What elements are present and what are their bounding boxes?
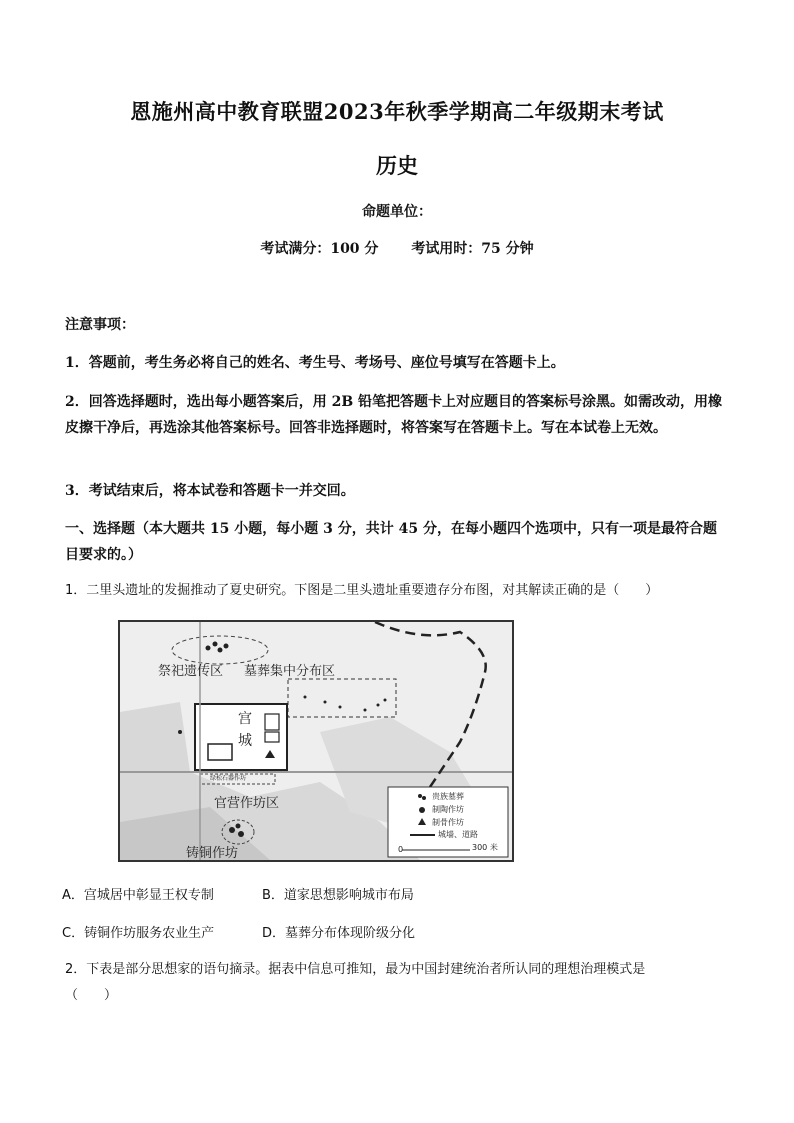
full-score: 考试满分：100 分 — [260, 241, 379, 257]
legend-scale: 300 米 — [472, 843, 498, 852]
q1-option-a: A．宫城居中彰显王权专制 — [62, 888, 214, 903]
label-workshop-area: 官营作坊区 — [214, 796, 280, 811]
q2-paren: （ ） — [65, 988, 118, 1003]
legend-bone: 制骨作坊 — [432, 818, 464, 827]
notice-item-3: 3．考试结束后，将本试卷和答题卡一并交回。 — [65, 483, 355, 499]
notice-heading: 注意事项： — [65, 317, 135, 333]
q1-stem: 1．二里头遗址的发掘推动了夏史研究。下图是二里头遗址重要遗存分布图，对其解读正确的是（ ） — [65, 583, 659, 598]
author-unit: 命题单位： — [362, 204, 432, 220]
notice-item-1: 1．答题前，考生务必将自己的姓名、考生号、考场号、座位号填写在答题卡上。 — [65, 355, 565, 371]
section1-heading: 一、选择题（本大题共 15 小题，每小题 3 分，共计 45 分，在每小题四个选项中，只有一项是最符合题目要求的。） — [65, 521, 717, 563]
duration: 考试用时：75 分钟 — [411, 241, 534, 257]
q1-option-c: C．铸铜作坊服务农业生产 — [62, 926, 215, 941]
label-palace-2: 城 — [238, 733, 252, 749]
legend-walls-roads: 城墙、道路 — [438, 830, 478, 839]
legend-elite-tombs: 贵族墓葬 — [432, 792, 464, 801]
q1-site-map — [118, 620, 514, 862]
label-tomb-area: 墓葬集中分布区 — [244, 664, 336, 679]
label-ritual-area: 祭祀遗传区 — [158, 664, 224, 679]
label-bronze-workshop: 铸铜作坊 — [186, 846, 239, 861]
legend-pottery: 制陶作坊 — [432, 805, 464, 814]
notice-item-2: 2．回答选择题时，选出每小题答案后，用 2B 铅笔把答题卡上对应题目的答案标号涂黑。如需改动，用橡皮擦干净后，再选涂其他答案标号。回答非选择题时，将答案写在答题卡上。写在本试卷上无效。 — [65, 394, 723, 436]
label-wall-note: 绿松石器作坊 — [210, 775, 247, 782]
q1-option-b: B．道家思想影响城市布局 — [262, 888, 414, 903]
q2-stem: 2．下表是部分思想家的语句摘录。据表中信息可推知，最为中国封建统治者所认同的理想治理模式是 — [65, 962, 646, 977]
legend-scale-zero: 0 — [398, 845, 404, 854]
exam-title: 恩施州高中教育联盟2023年秋季学期高二年级期末考试 — [130, 99, 664, 124]
q1-option-d: D．墓葬分布体现阶级分化 — [262, 926, 416, 941]
label-palace-1: 宫 — [238, 711, 252, 727]
exam-meta — [0, 238, 794, 258]
exam-subject: 历史 — [376, 153, 418, 178]
